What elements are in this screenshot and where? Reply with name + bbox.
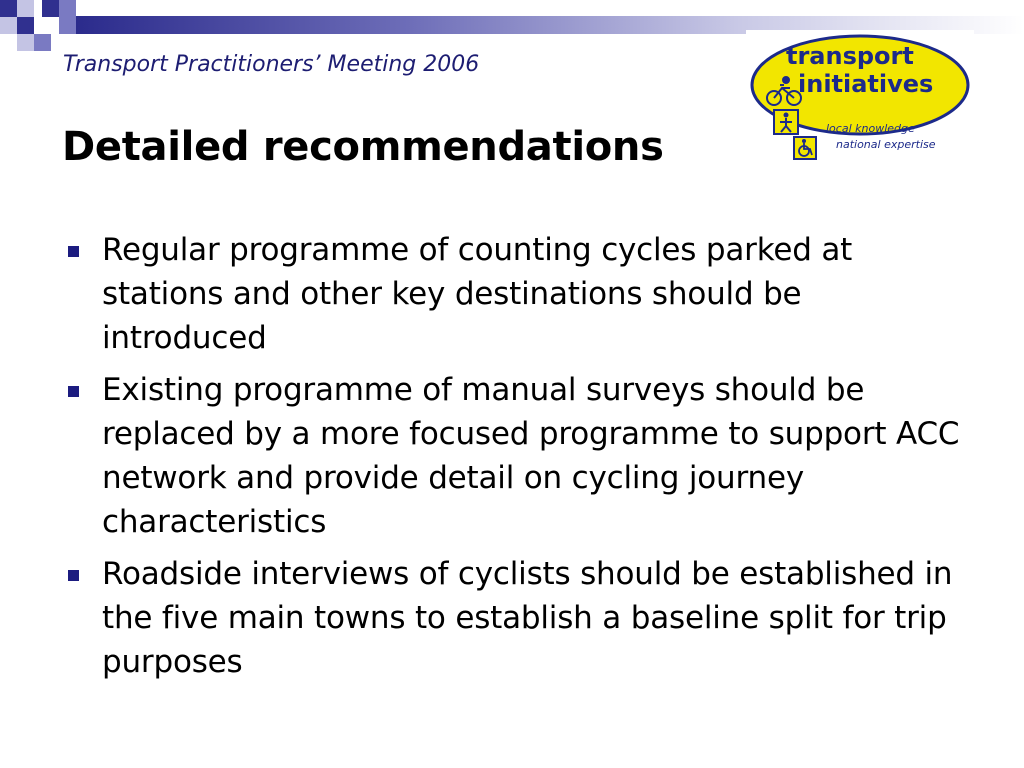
wheelchair-icon — [794, 137, 816, 159]
decor-square — [59, 0, 76, 17]
logo-tagline1: local knowledge — [826, 122, 915, 135]
decor-square — [59, 17, 76, 34]
decor-square — [42, 0, 59, 17]
transport-initiatives-logo — [746, 30, 974, 164]
decor-square — [17, 17, 34, 34]
decor-square — [0, 17, 17, 34]
pedestrian-icon — [774, 110, 798, 134]
bullet-text: Roadside interviews of cyclists should be established in the five main towns to establish a baseline split for trip purposes — [102, 556, 953, 680]
decor-square — [34, 34, 51, 51]
bullet-square-icon — [68, 570, 79, 581]
logo-line1: transport — [786, 42, 914, 70]
bullet-text: Regular programme of counting cycles parked at stations and other key destinations should be introduced — [102, 232, 853, 356]
bullet-item — [64, 552, 969, 684]
decor-square — [17, 34, 34, 51]
bullet-item — [64, 368, 969, 544]
slide-subtitle: Transport Practitioners’ Meeting 2006 — [63, 52, 480, 77]
slide-title: Detailed recommendations — [62, 124, 664, 170]
logo-tagline2: national expertise — [836, 138, 936, 151]
bullet-square-icon — [68, 246, 79, 257]
decor-square — [17, 0, 34, 17]
logo-line2: initiatives — [798, 70, 934, 98]
bullet-list — [64, 228, 969, 692]
decor-square — [0, 0, 17, 17]
bullet-square-icon — [68, 386, 79, 397]
bullet-item — [64, 228, 969, 360]
bullet-text: Existing programme of manual surveys should be replaced by a more focused programme to support ACC network and provide detail on cycling journey characteristics — [102, 372, 960, 540]
